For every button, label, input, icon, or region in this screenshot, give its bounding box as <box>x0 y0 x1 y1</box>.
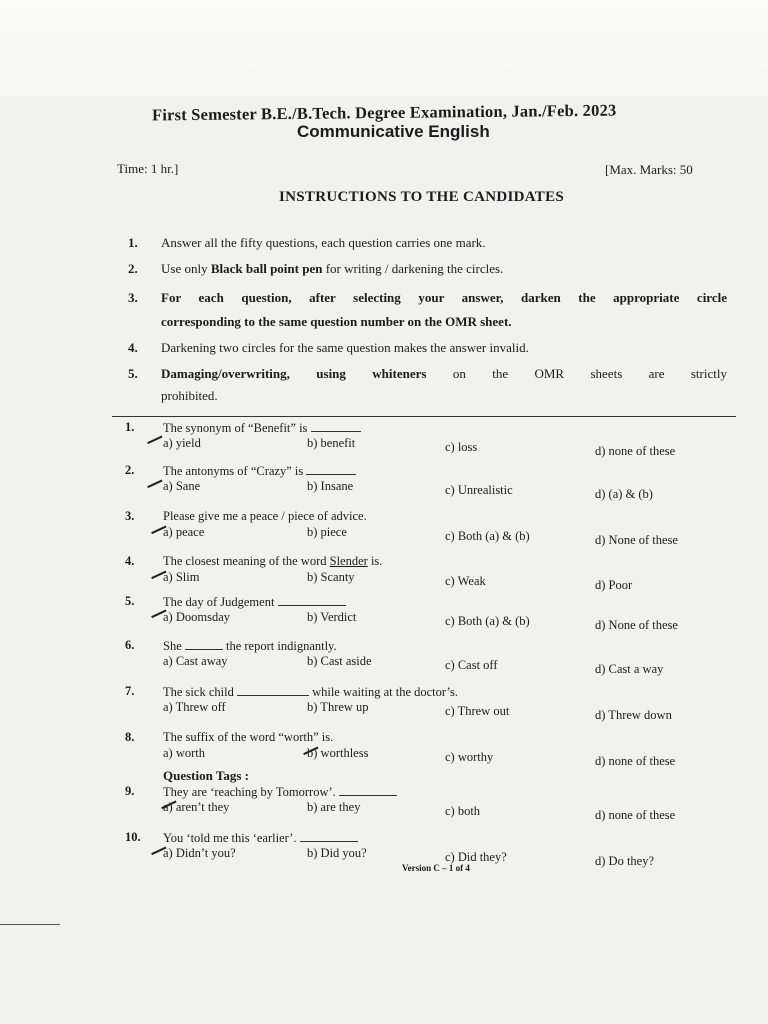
option-a: a) Cast away <box>163 654 228 668</box>
question-prompt: The sick child <box>163 685 234 699</box>
option-d: d) Do they? <box>595 854 655 868</box>
instruction-text-post: for writing / darkening the circles. <box>322 261 504 276</box>
option-c: c) Cast off <box>445 658 498 672</box>
question-prompt-end: while waiting at the doctor’s. <box>308 685 458 699</box>
question-prompt: You ‘told me this ‘earlier’. <box>163 831 297 845</box>
question-text <box>163 463 356 479</box>
option-d: d) none of these <box>595 754 676 768</box>
option-d: d) (a) & (b) <box>595 487 653 501</box>
question-number: 7. <box>125 684 135 698</box>
question-text <box>163 684 458 700</box>
question-number: 5. <box>125 594 135 608</box>
option-a: a) Doomsday <box>163 610 230 624</box>
option-d: d) none of these <box>595 444 676 458</box>
edge-line <box>0 924 60 925</box>
option-a: a) Threw off <box>163 700 226 714</box>
instruction-text: prohibited. <box>161 388 218 403</box>
question-number: 8. <box>125 730 135 744</box>
question-number: 2. <box>125 463 135 477</box>
question-number: 3. <box>125 509 135 523</box>
option-b: b) Verdict <box>307 610 357 624</box>
question-prompt: The antonyms of “Crazy” is <box>163 464 304 478</box>
question-prompt: The synonym of “Benefit” is <box>163 421 308 435</box>
option-b: b) Threw up <box>307 700 369 714</box>
instruction-text: Answer all the fifty questions, each question carries one mark. <box>161 235 486 250</box>
instructions-heading: INSTRUCTIONS TO THE CANDIDATES <box>279 189 565 205</box>
option-b: b) Cast aside <box>307 654 372 668</box>
question-number: 9. <box>125 784 135 798</box>
option-c: c) Did they? <box>445 850 507 864</box>
option-c: c) Weak <box>445 574 486 588</box>
option-c: c) Both (a) & (b) <box>445 529 530 543</box>
underlined-word: Slender <box>329 554 368 568</box>
answer-blank <box>237 684 309 696</box>
question-text <box>163 830 358 846</box>
question-text <box>163 420 361 436</box>
option-c: c) Both (a) & (b) <box>445 614 530 628</box>
option-c: c) Unrealistic <box>445 483 513 497</box>
option-b: b) worthless <box>307 746 369 760</box>
question-prompt: The day of Judgement <box>163 595 275 609</box>
question-prompt-end: the report indignantly. <box>222 639 337 653</box>
question-number: 1. <box>125 420 135 434</box>
answer-blank <box>306 463 356 475</box>
option-a: a) peace <box>163 525 205 539</box>
question-number: 10. <box>125 830 141 844</box>
subject-title: Communicative English <box>297 122 490 141</box>
page-footer-version: Version C – 1 of 4 <box>402 863 470 873</box>
option-b: b) benefit <box>307 436 356 450</box>
section-label-question-tags: Question Tags : <box>163 768 249 783</box>
question-text <box>163 594 346 610</box>
instruction-text: Darkening two circles for the same question makes the answer invalid. <box>161 340 529 355</box>
instruction-text: corresponding to the same question number on the OMR sheet. <box>161 314 512 329</box>
option-b: b) are they <box>307 800 361 814</box>
instruction-text <box>161 256 727 281</box>
question-text <box>163 784 397 800</box>
option-d: d) None of these <box>595 533 678 547</box>
instruction-text-post: on the OMR sheets are strictly <box>426 366 727 381</box>
question-text: Please give me a peace / piece of advice. <box>163 509 367 523</box>
instruction-text-bold: Damaging/overwriting, using whiteners <box>161 366 427 381</box>
option-a: a) yield <box>163 436 201 450</box>
instruction-number: 3. <box>128 290 138 305</box>
option-b: b) Scanty <box>307 570 355 584</box>
page-top-margin <box>0 0 768 96</box>
question-number: 6. <box>125 638 135 652</box>
option-d: d) None of these <box>595 618 678 632</box>
answer-blank <box>311 420 361 432</box>
option-b: b) piece <box>307 525 347 539</box>
exam-title: First Semester B.E./B.Tech. Degree Examination, Jan./Feb. 2023 <box>151 100 617 125</box>
question-text <box>163 638 337 654</box>
instruction-text-pre: Use only <box>161 261 211 276</box>
question-prompt: She <box>163 639 182 653</box>
option-a: a) Sane <box>163 479 201 493</box>
question-prompt: They are ‘reaching by Tomorrow’. <box>163 785 336 799</box>
instruction-number: 5. <box>128 366 138 381</box>
instruction-number: 4. <box>128 340 138 355</box>
option-d: d) Cast a way <box>595 662 664 676</box>
option-c: c) both <box>445 804 481 818</box>
option-b: b) Did you? <box>307 846 367 860</box>
answer-blank <box>339 784 397 796</box>
question-number: 4. <box>125 554 135 568</box>
option-c: c) Threw out <box>445 704 510 718</box>
instruction-number: 1. <box>128 235 138 250</box>
option-c: c) worthy <box>445 750 494 764</box>
max-marks-label: [Max. Marks: 50 <box>605 162 693 177</box>
question-text: The suffix of the word “worth” is. <box>163 730 334 744</box>
question-prompt: The closest meaning of the word <box>163 554 330 568</box>
answer-blank <box>278 594 346 606</box>
instruction-text-bold: Black ball point pen <box>210 261 323 276</box>
answer-blank <box>185 638 223 650</box>
section-divider <box>112 416 736 417</box>
instruction-text: For each question, after selecting your answer, darken the appropriate circle <box>161 290 727 305</box>
option-a: a) Slim <box>163 570 200 584</box>
answer-blank <box>300 830 358 842</box>
option-b: b) Insane <box>307 479 354 493</box>
option-d: d) Poor <box>595 578 633 592</box>
question-text <box>163 554 382 569</box>
option-a: a) Didn’t you? <box>163 846 236 860</box>
option-c: c) loss <box>445 440 478 454</box>
option-d: d) Threw down <box>595 708 672 722</box>
option-a: a) aren’t they <box>163 800 230 814</box>
option-a: a) worth <box>163 746 205 760</box>
question-prompt-end: is. <box>367 554 383 568</box>
time-label: Time: 1 hr.] <box>117 161 179 176</box>
instruction-number: 2. <box>128 261 138 276</box>
option-d: d) none of these <box>595 808 676 822</box>
